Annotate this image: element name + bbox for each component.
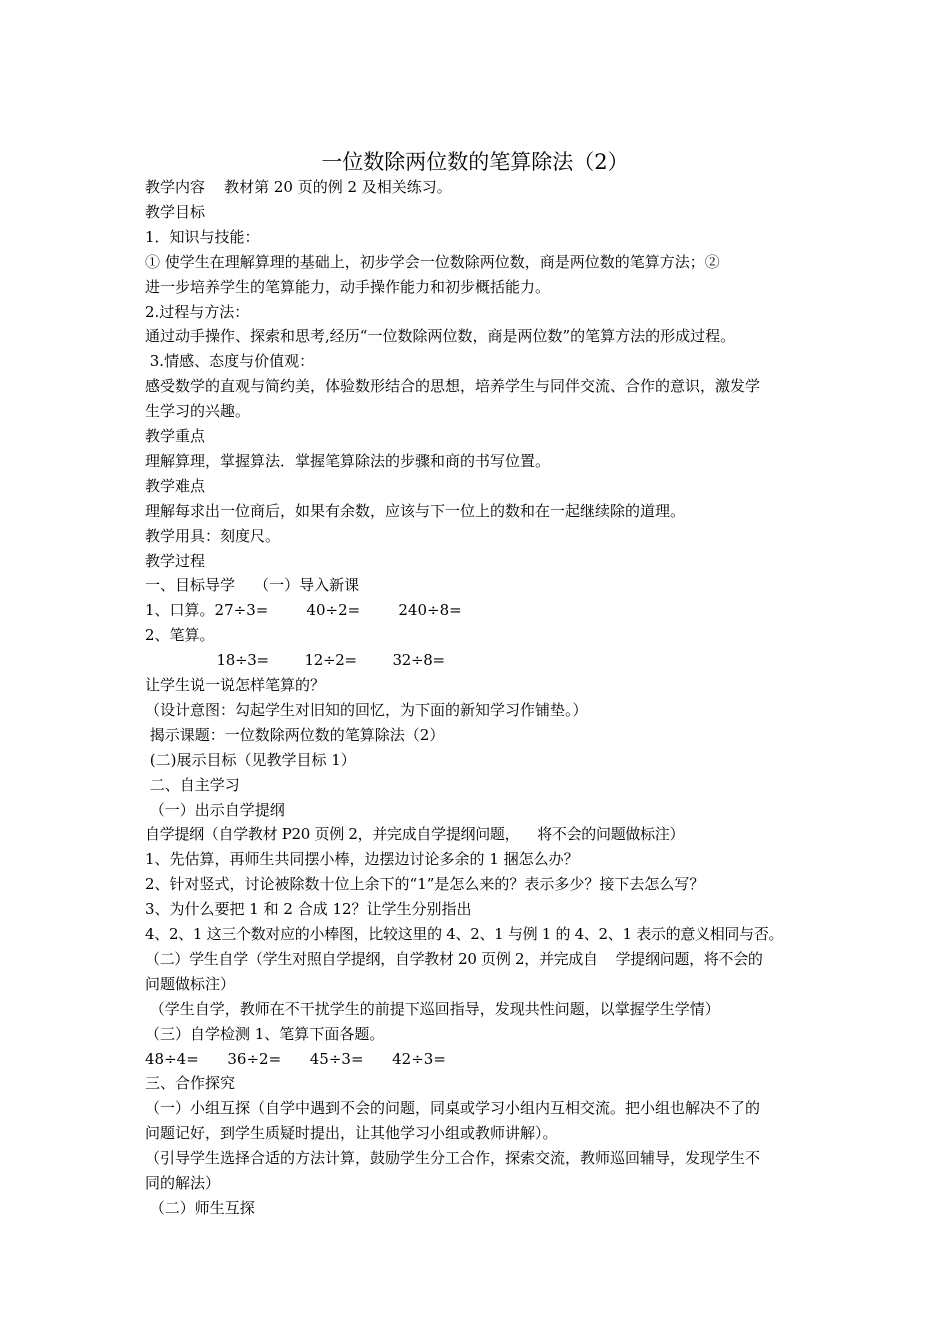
text-line: （二）学生自学（学生对照自学提纲，自学教材 20 页例 2，并完成自 学提纲问题，将不会的: [145, 949, 763, 968]
text-line: 教学重点: [145, 427, 206, 445]
text-line: 自学提纲（自学教材 P20 页例 2，并完成自学提纲问题， 将不会的问题做标注）: [145, 825, 685, 844]
text-line: （设计意图：勾起学生对旧知的回忆，为下面的新知学习作铺垫。）: [145, 700, 588, 719]
text-line: 2.过程与方法：: [145, 302, 250, 321]
text-line: （二）师生互探: [145, 1198, 255, 1217]
text-line: （一）小组互探（自学中遇到不会的问题，同桌或学习小组内互相交流。把小组也解决不了的: [145, 1099, 761, 1118]
text-line: (二)展示目标（见教学目标 1）: [145, 750, 356, 769]
text-line: 一、目标导学 （一）导入新课: [145, 576, 360, 595]
text-line: 进一步培养学生的笔算能力，动手操作能力和初步概括能力。: [145, 277, 551, 296]
text-line: 2、笔算。: [145, 626, 215, 645]
text-line: 1．知识与技能：: [145, 227, 260, 246]
text-line: 1、口算。27÷3= 40÷2= 240÷8=: [145, 601, 462, 620]
text-line: 揭示课题：一位数除两位数的笔算除法（2）: [145, 725, 445, 744]
text-line: 通过动手操作、探索和思考,经历“一位数除两位数，商是两位数”的笔算方法的形成过程。: [145, 327, 736, 346]
text-line: （引导学生选择合适的方法计算，鼓励学生分工合作，探索交流，教师巡回辅导，发现学生不: [145, 1149, 761, 1168]
document-title: 一位数除两位数的笔算除法（2）: [321, 150, 629, 174]
text-line: 3、为什么要把 1 和 2 合成 12？让学生分别指出: [145, 900, 472, 919]
text-line: 理解每求出一位商后，如果有余数，应该与下一位上的数和在一起继续除的道理。: [145, 501, 686, 520]
text-line: 同的解法）: [145, 1174, 221, 1192]
text-line: 三、合作探究: [145, 1074, 236, 1093]
text-line: 教学内容 教材第 20 页的例 2 及相关练习。: [145, 178, 452, 196]
text-line: 3.情感、态度与价值观：: [145, 352, 315, 371]
text-line: 感受数学的直观与简约美，体验数形结合的思想，培养学生与同伴交流、合作的意识，激发学: [145, 377, 761, 396]
text-line: 18÷3= 12÷2= 32÷8=: [145, 651, 445, 670]
text-line: ① 使学生在理解算理的基础上，初步学会一位数除两位数，商是两位数的笔算方法；②: [145, 252, 720, 271]
text-line: 问题记好，到学生质疑时提出，让其他学习小组或教师讲解）。: [145, 1124, 558, 1143]
text-line: 2、针对竖式，讨论被除数十位上余下的“1”是怎么来的？表示多少？接下去怎么写？: [145, 875, 705, 894]
text-line: 4、2、1 这三个数对应的小棒图，比较这里的 4、2、1 与例 1 的 4、2、1 表示的意义相同与否。: [145, 925, 784, 943]
text-line: 问题做标注）: [145, 974, 236, 993]
text-line: （三）自学检测 1、笔算下面各题。: [145, 1024, 385, 1043]
text-line: （一）出示自学提纲: [145, 800, 285, 819]
text-line: 教学用具：刻度尺。: [145, 526, 281, 545]
text-line: 让学生说一说怎样笔算的？: [145, 676, 326, 694]
text-line: 二、自主学习: [145, 775, 240, 794]
text-line: 教学目标: [145, 202, 206, 221]
text-line: 生学习的兴趣。: [145, 402, 251, 421]
text-line: （学生自学，教师在不干扰学生的前提下巡回指导，发现共性问题，以掌握学生学情）: [145, 999, 720, 1018]
text-line: 教学过程: [145, 551, 206, 570]
text-line: 理解算理，掌握算法．掌握笔算除法的步骤和商的书写位置。: [145, 451, 551, 470]
text-line: 1、先估算，再师生共同摆小棒，边摆边讨论多余的 1 捆怎么办？: [145, 850, 579, 869]
text-line: 教学难点: [145, 476, 206, 495]
text-line: 48÷4= 36÷2= 45÷3= 42÷3=: [145, 1049, 446, 1068]
